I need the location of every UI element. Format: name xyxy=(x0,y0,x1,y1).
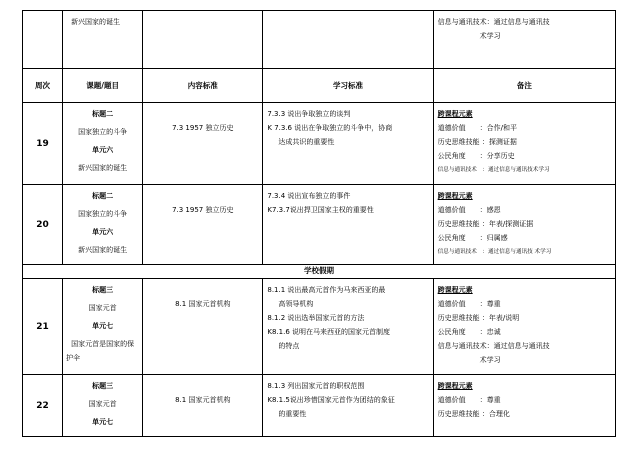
standard-line: K8.1.6 说明在马来西亚的国家元首制度 xyxy=(267,328,391,336)
week-row-20 xyxy=(23,185,616,265)
unit-title: 单元六 xyxy=(92,228,114,236)
content-standard: 8.1 国家元首机构 xyxy=(143,375,263,437)
content-standard: 7.3 1957 独立历史 xyxy=(143,185,263,265)
header-row xyxy=(23,69,616,103)
remark-line: 术学习 xyxy=(479,356,501,364)
remark-line: 信息与通讯技术：通过信息与通讯技 xyxy=(437,342,550,350)
standard-line: 7.3.4 说出宣布独立的事件 xyxy=(267,192,351,200)
remark-cell xyxy=(433,375,615,437)
standard-line: K7.3.7说出捍卫国家主权的重要性 xyxy=(267,206,374,214)
week-number: 20 xyxy=(23,185,63,265)
unit-title: 单元七 xyxy=(92,322,114,330)
topic-line: 国家元首 xyxy=(88,304,117,312)
week-row-22 xyxy=(23,375,616,437)
remark-line: 历史思维技能 ：探测证据 xyxy=(437,138,517,146)
topic-cell xyxy=(63,279,143,375)
learning-standard-cell xyxy=(263,103,433,185)
topic-title: 标题三 xyxy=(92,286,114,294)
standard-line: 高领导机构 xyxy=(278,300,314,308)
standard-line: 8.1.3 列出国家元首的职权范围 xyxy=(267,382,365,390)
syllabus-table xyxy=(22,10,616,437)
unit-title: 单元六 xyxy=(92,146,114,154)
remark-line: 道德价值 ：尊重 xyxy=(437,300,501,308)
remark-cell xyxy=(433,279,615,375)
header-content: 内容标准 xyxy=(143,69,263,103)
remark-heading: 跨课程元素 xyxy=(437,110,473,118)
learning-standard-cell xyxy=(263,279,433,375)
week-row-21 xyxy=(23,279,616,375)
remark-line: 信息与通讯技术：通过信息与通讯技 xyxy=(437,18,550,26)
continuation-row xyxy=(23,11,616,69)
remark-line: 道德价值 ：尊重 xyxy=(437,396,501,404)
topic-line: 新兴国家的诞生 xyxy=(78,164,128,172)
standard-line: 8.1.1 说出最高元首作为马来西亚的最 xyxy=(267,286,386,294)
remark-line: 历史思维技能 ：合理化 xyxy=(437,410,510,418)
remark-line: 公民角度 ：忠诚 xyxy=(437,328,501,336)
remark-line: 历史思维技能 ：年表/说明 xyxy=(437,314,520,322)
header-week: 周次 xyxy=(23,69,63,103)
topic-line: 国家独立的斗争 xyxy=(78,210,128,218)
header-learning: 学习标准 xyxy=(263,69,433,103)
content-cell-empty xyxy=(143,11,263,69)
topic-line: 国家独立的斗争 xyxy=(78,128,128,136)
header-topic: 课题/题目 xyxy=(63,69,143,103)
week-number: 19 xyxy=(23,103,63,185)
topic-line: 新兴国家的诞生 xyxy=(71,18,121,26)
topic-line: 新兴国家的诞生 xyxy=(78,246,128,254)
school-holiday-label: 学校假期 xyxy=(23,265,616,279)
week-cell-empty xyxy=(23,11,63,69)
standard-line: K8.1.5说出珍惜国家元首作为团结的象征 xyxy=(267,396,395,404)
topic-line: 国家元首是国家的保 xyxy=(71,340,135,348)
standard-cell-empty xyxy=(263,11,433,69)
standard-line: 的特点 xyxy=(278,342,300,350)
topic-cell xyxy=(63,185,143,265)
content-standard: 8.1 国家元首机构 xyxy=(143,279,263,375)
topic-title: 标题二 xyxy=(92,192,114,200)
remark-cell xyxy=(433,185,615,265)
topic-line: 护伞 xyxy=(66,354,81,362)
week-number: 22 xyxy=(23,375,63,437)
topic-cell xyxy=(63,103,143,185)
learning-standard-cell xyxy=(263,375,433,437)
unit-title: 单元七 xyxy=(92,418,114,426)
remark-heading: 跨课程元素 xyxy=(437,192,473,200)
topic-title: 标题三 xyxy=(92,382,114,390)
remark-line: 道德价值 ：感恩 xyxy=(437,206,501,214)
remark-line: 术学习 xyxy=(479,32,501,40)
topic-cell xyxy=(63,375,143,437)
standard-line: 7.3.3 说出争取独立的谈判 xyxy=(267,110,351,118)
remark-heading: 跨课程元素 xyxy=(437,382,473,390)
remark-line: 道德价值 ：合作/和平 xyxy=(437,124,518,132)
remark-line: 公民角度 ：分享历史 xyxy=(437,152,515,160)
header-remark: 备注 xyxy=(433,69,615,103)
remark-cell xyxy=(433,11,615,69)
week-number: 21 xyxy=(23,279,63,375)
syllabus-sheet xyxy=(22,10,616,424)
remark-line: 信息与通讯技术 ：通过信息与通讯技 术学习 xyxy=(437,249,552,255)
holiday-row xyxy=(23,265,616,279)
topic-title: 标题二 xyxy=(92,110,114,118)
standard-line: 的重要性 xyxy=(278,410,307,418)
standard-line: K 7.3.6 说出在争取独立的斗争中，协商 xyxy=(267,124,393,132)
remark-cell xyxy=(433,103,615,185)
remark-heading: 跨课程元素 xyxy=(437,286,473,294)
topic-line: 国家元首 xyxy=(88,400,117,408)
standard-line: 达成共识的重要性 xyxy=(278,138,335,146)
content-standard: 7.3 1957 独立历史 xyxy=(143,103,263,185)
week-row-19 xyxy=(23,103,616,185)
standard-line: 8.1.2 说出选举国家元首的方法 xyxy=(267,314,365,322)
remark-line: 公民角度 ：归属感 xyxy=(437,234,508,242)
remark-line: 历史思维技能 ：年表/探测证据 xyxy=(437,220,534,228)
remark-line: 信息与通讯技术 ：通过信息与通讯技术学习 xyxy=(437,167,550,173)
learning-standard-cell xyxy=(263,185,433,265)
topic-cell xyxy=(63,11,143,69)
